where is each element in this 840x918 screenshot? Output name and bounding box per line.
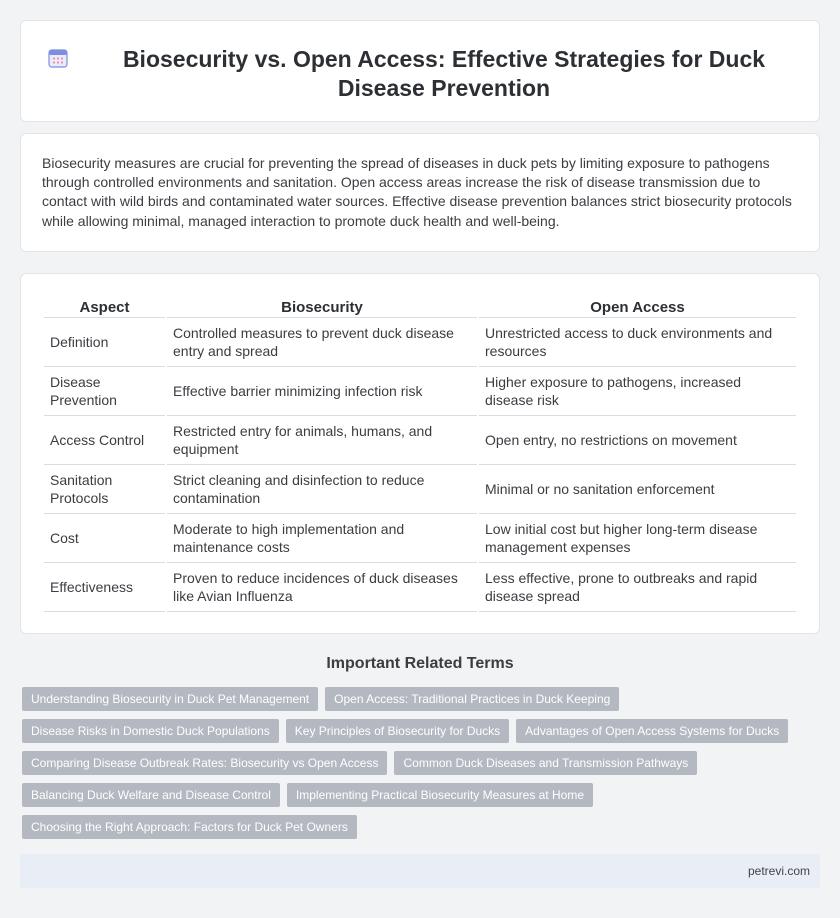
related-term-tag[interactable]: Comparing Disease Outbreak Rates: Biosecurity vs Open Access — [22, 751, 387, 775]
cell-biosecurity: Effective barrier minimizing infection risk — [167, 367, 477, 416]
footer-site-link[interactable]: petrevi.com — [747, 864, 810, 878]
cell-biosecurity: Moderate to high implementation and maintenance costs — [167, 514, 477, 563]
column-header-biosecurity: Biosecurity — [167, 296, 477, 318]
table-row — [44, 563, 796, 612]
related-terms-heading: Important Related Terms — [326, 655, 514, 672]
table-row — [44, 367, 796, 416]
cell-aspect: Sanitation Protocols — [44, 465, 165, 514]
cell-aspect: Disease Prevention — [44, 367, 165, 416]
related-term-tag[interactable]: Understanding Biosecurity in Duck Pet Management — [22, 687, 318, 711]
cell-open-access: Minimal or no sanitation enforcement — [479, 465, 796, 514]
cell-open-access: Unrestricted access to duck environments and resources — [479, 318, 796, 367]
related-term-tag[interactable]: Common Duck Diseases and Transmission Pathways — [394, 751, 697, 775]
title-card — [20, 20, 820, 122]
related-term-tag[interactable]: Balancing Duck Welfare and Disease Control — [22, 783, 280, 807]
intro-paragraph: Biosecurity measures are crucial for preventing the spread of diseases in duck pets by limiting exposure to pathogens through controlled environments and sanitation. Open access areas increase the risk of disease transmission due to contact with wild birds and contaminated water sources. Effective disease prevention balances strict biosecurity protocols while allowing minimal, managed interaction to promote duck health and well-being. — [42, 155, 792, 229]
cell-biosecurity: Strict cleaning and disinfection to reduce contamination — [167, 465, 477, 514]
cell-aspect: Definition — [44, 318, 165, 367]
table-header-row — [44, 296, 796, 318]
related-term-tag[interactable]: Implementing Practical Biosecurity Measures at Home — [287, 783, 593, 807]
related-term-tag[interactable]: Advantages of Open Access Systems for Ducks — [516, 719, 788, 743]
column-header-aspect: Aspect — [44, 296, 165, 318]
cell-open-access: Less effective, prone to outbreaks and rapid disease spread — [479, 563, 796, 612]
table-row — [44, 318, 796, 367]
intro-card — [20, 133, 820, 252]
table-row — [44, 465, 796, 514]
related-term-tag[interactable]: Key Principles of Biosecurity for Ducks — [286, 719, 509, 743]
cell-open-access: Higher exposure to pathogens, increased disease risk — [479, 367, 796, 416]
cell-aspect: Effectiveness — [44, 563, 165, 612]
column-header-open-access: Open Access — [479, 296, 796, 318]
cell-open-access: Open entry, no restrictions on movement — [479, 416, 796, 465]
cell-aspect: Cost — [44, 514, 165, 563]
cell-biosecurity: Controlled measures to prevent duck disease entry and spread — [167, 318, 477, 367]
cell-biosecurity: Proven to reduce incidences of duck diseases like Avian Influenza — [167, 563, 477, 612]
table-row — [44, 514, 796, 563]
table-row — [44, 416, 796, 465]
cell-open-access: Low initial cost but higher long-term disease management expenses — [479, 514, 796, 563]
related-term-tag[interactable]: Choosing the Right Approach: Factors for Duck Pet Owners — [22, 815, 357, 839]
cell-aspect: Access Control — [44, 416, 165, 465]
related-term-tag[interactable]: Disease Risks in Domestic Duck Populations — [22, 719, 279, 743]
related-term-tag[interactable]: Open Access: Traditional Practices in Duck Keeping — [325, 687, 619, 711]
footer — [20, 854, 820, 888]
calendar-icon — [47, 47, 69, 69]
comparison-table-card — [20, 273, 820, 634]
related-terms-list — [22, 687, 802, 839]
comparison-table — [42, 296, 798, 612]
cell-biosecurity: Restricted entry for animals, humans, and equipment — [167, 416, 477, 465]
page-title: Biosecurity vs. Open Access: Effective Strategies for Duck Disease Prevention — [122, 46, 766, 101]
